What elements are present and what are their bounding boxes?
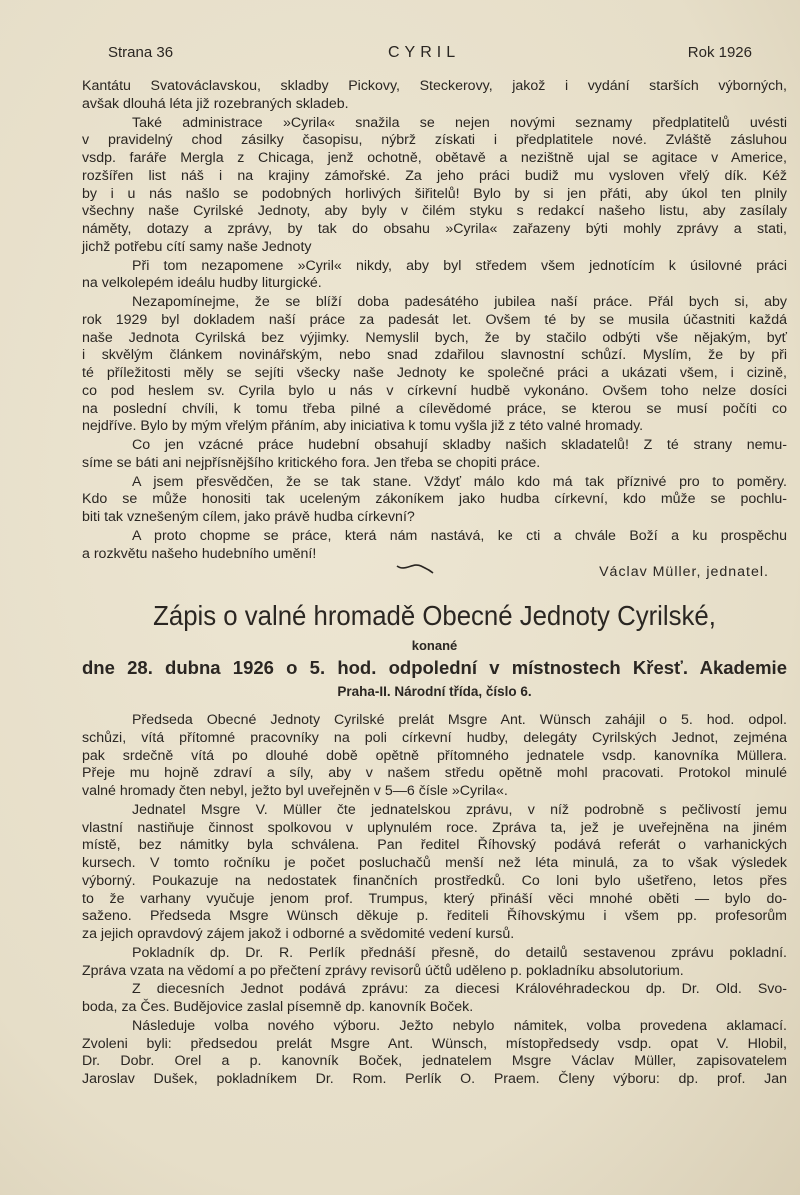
text-line: náměty, dotazy a zprávy, by tak do obsahu »Cyrila« zařazeny býti mohly zprávy a stati,	[82, 221, 787, 237]
text-line: za jejich opravdový zájem jakož i odborné a svědomité vedení kursů.	[82, 926, 515, 942]
paragraph	[82, 802, 787, 944]
text-line: výborný. Poukazuje na nedostatek finančních prostředků. Co loni bylo ušetřeno, letos přes	[82, 872, 787, 889]
article-conclusion	[82, 78, 787, 582]
text-line: vsdp. faráře Mergla z Chicaga, jenž ochotně, obětavě a nezištně ujal se agitace v Americe,	[82, 150, 787, 166]
text-line: Jednatel Msgre V. Müller čte jednatelskou zprávu, v níž podrobně s pečlivostí jemu	[132, 801, 787, 818]
text-line: jichž potřebu cítí samy naše Jednoty	[82, 238, 312, 255]
text-line: rozšířen list náš i na krajiny zámořské. Za jeho práci budiž mu vysloven vřelý dík. Kéž	[82, 167, 787, 184]
paragraph	[82, 294, 787, 436]
text-line: Zvoleni byli: předsedou prelát Msgre Ant. Wünsch, místopředsedy vsdp. opat V. Hlobil,	[82, 1035, 787, 1052]
minutes-body	[82, 712, 787, 1090]
text-line: Přeje mu hojně zdraví a síly, aby v našem středu opětně mohl pracovati. Protokol minulé	[82, 765, 787, 782]
text-line: místě, bez námitky byla schválena. Pan ředitel Říhovský podává referát o varhanických	[82, 837, 787, 854]
text-line: to že varhany vyučuje jenom prof. Trumpus, který přináší věci mnohé oběti — bylo do-	[82, 890, 787, 907]
meeting-address: Praha-II. Národní třída, číslo 6.	[337, 684, 532, 699]
text-line: a rozkvětu našeho hudebního umění!	[82, 545, 317, 562]
text-line: všechny naše Cyrilské Jednoty, aby byly v čilém styku s redakcí našeho listu, aby zasílaly	[82, 203, 787, 220]
paragraph	[82, 712, 787, 801]
text-line: Předseda Obecné Jednoty Cyrilské prelát Msgre Ant. Wünsch zahájil o 5. hod. odpol.	[132, 712, 787, 728]
text-line: Co jen vzácné práce hudební obsahují skladby našich skladatelů! Z té strany nemu-	[132, 437, 787, 453]
text-line: avšak dlouhá léta již rozebraných skladeb.	[82, 95, 349, 112]
text-line: naše Jednota Cyrilská bez výjimky. Nemyslil bych, že by stačilo odbýti vše nějakým, byť	[82, 329, 787, 346]
text-line: kursech. V tomto ročníku je počet posluchačů menší než léta minulá, za to však výsledek	[82, 855, 787, 871]
text-line: Zpráva vzata na vědomí a po přečtení zprávy revisorů účtů uděleno p. pokladníku absolutorium.	[82, 962, 684, 979]
paragraph	[82, 78, 787, 114]
paragraph	[82, 258, 787, 294]
paragraph	[82, 981, 787, 1017]
paragraph	[82, 115, 787, 257]
minutes-title: Zápis o valné hromadě Obecné Jednoty Cyrilské,	[153, 600, 716, 631]
text-line: Nezapomínejme, že se blíží doba padesátého jubilea naší práce. Přál bych si, aby	[132, 294, 787, 310]
text-line: Dr. Dobr. Orel a p. kanovník Boček, jednatelem Msgre Václav Müller, zapisovatelem	[82, 1053, 787, 1070]
text-line: Kdo se může honositi tak uceleným zákoníkem jako hudba církevní, kdo může se pochlu-	[82, 491, 787, 508]
text-line: A jsem přesvědčen, že se tak stane. Vždyť málo kdo má tak příznivé pro to poměry.	[132, 473, 787, 490]
text-line: valné hromady čten nebyl, ježto byl uveřejněn v 5—6 čísle »Cyrila«.	[82, 783, 508, 799]
page-number: Strana 36	[108, 44, 174, 61]
text-line: biti tak vznešeným cílem, jako právě hudba církevní?	[82, 509, 415, 525]
text-line: nejdříve. Bylo by mým vřelým přáním, aby iniciativa k tomu vyšla již z této valné hromady.	[82, 418, 644, 435]
paragraph	[82, 474, 787, 527]
text-line: Pokladník dp. Dr. R. Perlík přednáší přesně, do detailů sestavenou zprávu pokladní.	[132, 944, 787, 961]
text-line: pak srdečně vítá po dlouhé době opětně přítomného jednatele vsdp. kanovníka Müllera.	[82, 747, 787, 764]
text-line: Z diecesních Jednot podává zprávu: za diecesi Královéhradeckou dp. Dr. Old. Svo-	[132, 981, 787, 998]
paragraph	[82, 528, 787, 564]
text-line: i skvělým článkem novinářským, nebo snad zdařilou slavnostní schůzí. Myslím, že by při	[82, 347, 787, 364]
subtitle-held: konané	[411, 638, 458, 653]
text-line: schůzi, vítá přítomné pracovníky na poli církevní hudby, delegáty Cyrilských Jednot, zejména	[82, 729, 787, 746]
journal-title: CYRIL	[388, 44, 461, 61]
text-line: co pod heslem sv. Cyrila bylo u nás v církevní hudbě vykonáno. Ovšem toho nelze dosíci	[82, 382, 787, 399]
text-line: té příležitosti měly se sejíti všecky naše Jednoty ke společné práci a ukázati všem, i cizině,	[82, 365, 787, 381]
text-line: by i u nás našlo se podobných horlivých šiřitelů! Bylo by si jen přáti, aby úkol ten plnily	[82, 185, 787, 202]
text-line: Jaroslav Dušek, pokladníkem Dr. Rom. Perlík O. Praem. Členy výboru: dp. prof. Jan	[82, 1071, 787, 1087]
text-line: boda, za Čes. Budějovice zaslal písemně dp. kanovník Boček.	[82, 999, 474, 1015]
text-line: Při tom nezapomene »Cyril« nikdy, aby byl středem všem jednotícím k úsilovné práci	[132, 257, 787, 274]
paragraph	[82, 945, 787, 981]
text-line: Následuje volba nového výboru. Ježto nebylo námitek, volba provedena aklamací.	[132, 1017, 787, 1034]
signature: Václav Müller, jednatel.	[599, 564, 769, 581]
text-line: Také administrace »Cyrila« snažila se nejen novými seznamy předplatitelů uvésti	[132, 114, 787, 131]
text-line: saženo. Předseda Msgre Wünsch děkuje p. řediteli Říhovskýmu i všem pp. profesorům	[82, 908, 787, 925]
paragraph	[82, 1018, 787, 1089]
text-line: Kantátu Svatováclavskou, skladby Pickovy, Steckerovy, jakož i vydání starších výborných,	[82, 78, 787, 94]
year: Rok 1926	[687, 44, 752, 61]
text-line: vlastní nastiňuje činnost spolkovou v uplynulém roce. Zpráva ta, jež je uveřejněna na jiném	[82, 819, 787, 836]
text-line: na poslední chvíli, k tomu třeba pilné a cílevědomé práce, se kterou se musí počíti co	[82, 400, 787, 417]
text-line: v pravidelný chod zásilky časopisu, nýbrž získati i předplatitele nové. Zvláště zásluhou	[82, 132, 787, 149]
text-line: rok 1929 byl dokladem naší práce za padesát let. Ovšem té by se musila účastniti každá	[82, 311, 787, 328]
meeting-date-line: dne 28. dubna 1926 o 5. hod. odpolední v místnostech Křesť. Akademie	[82, 657, 787, 678]
paragraph	[82, 437, 787, 473]
ornament-divider-icon	[395, 560, 435, 576]
text-line: na velkolepém ideálu hudby liturgické.	[82, 275, 322, 292]
text-line: síme se báti ani nejpřísnějšího kritického fora. Jen třeba se chopiti práce.	[82, 454, 541, 471]
running-header	[108, 44, 752, 64]
text-line: A proto chopme se práce, která nám nastává, ke cti a chvále Boží a ku prospěchu	[132, 527, 787, 544]
